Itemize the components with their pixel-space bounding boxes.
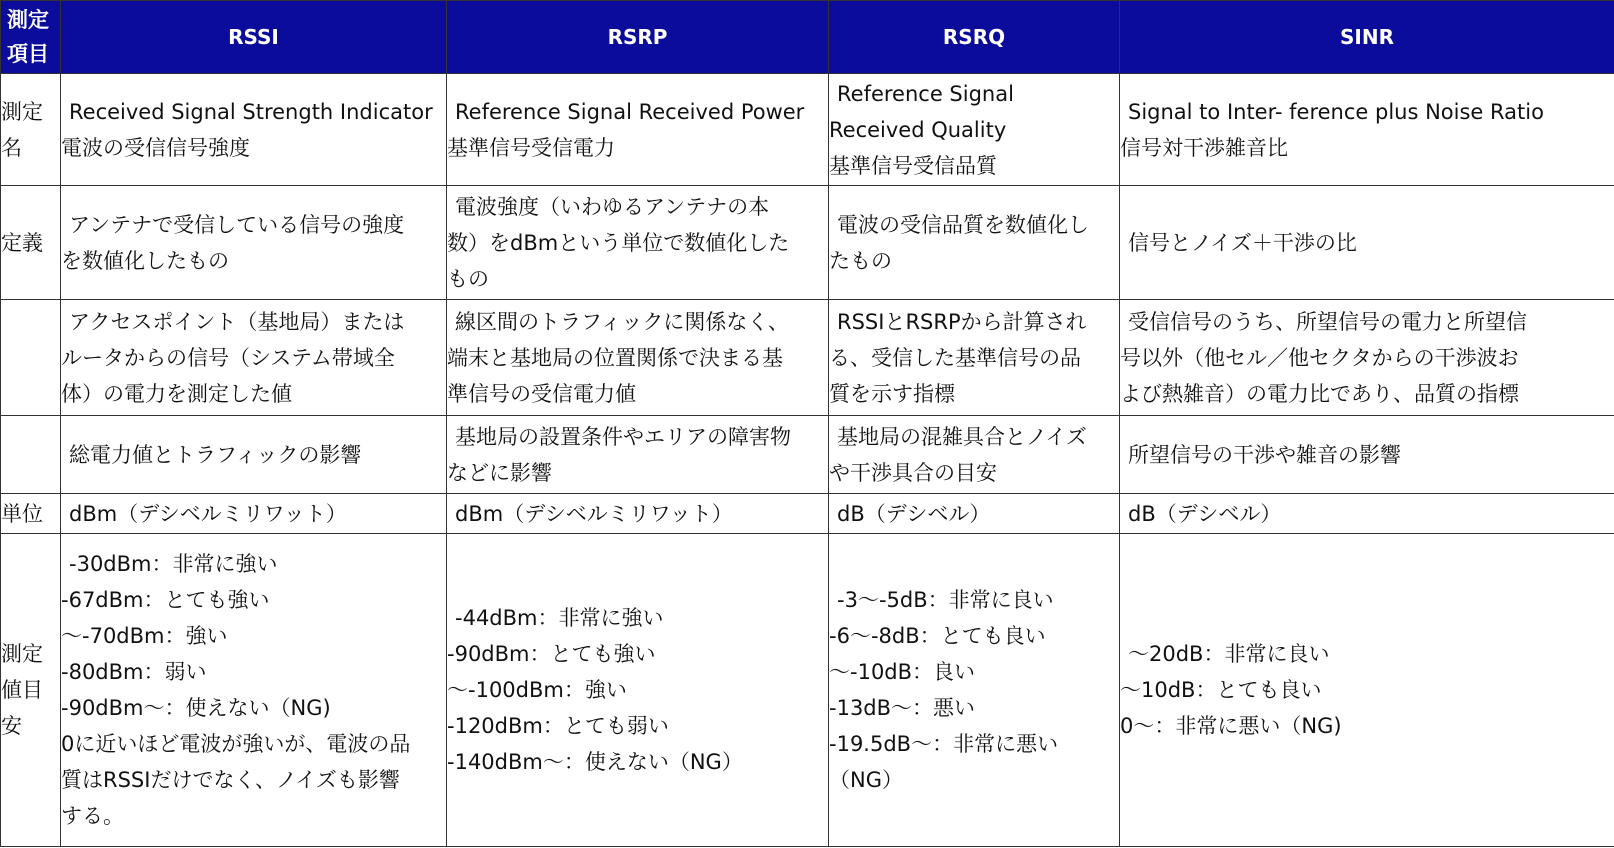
cell-text-line: アンテナで受信している信号の強度	[69, 212, 405, 237]
cell-text-line: などに影響	[447, 460, 552, 485]
row-label-reference-values	[1, 534, 61, 847]
cell-text-line: アクセスポイント（基地局）または	[69, 309, 405, 334]
cell-text-line: る、受信した基準信号の品	[829, 345, 1081, 370]
cell-text-line: dB（デシベル）	[1128, 501, 1282, 526]
cell-description-sinr	[1120, 300, 1614, 416]
cell-text-line: 受信信号のうち、所望信号の電力と所望信	[1128, 309, 1527, 334]
cell-text-line: 基地局の混雑具合とノイズ	[837, 424, 1087, 449]
cell-measurement-name-rsrq	[829, 74, 1120, 186]
row-label-definition	[1, 186, 61, 300]
table-body	[1, 74, 1614, 847]
cell-text-line: RSSIとRSRPから計算され	[837, 309, 1087, 334]
row-label-line: 安	[1, 714, 22, 738]
column-header-rsrp: RSRP	[447, 1, 829, 74]
row-label-line: 測定	[1, 99, 43, 124]
cell-definition-rsrp	[447, 186, 829, 300]
cell-measurement-name-sinr	[1120, 74, 1614, 186]
cell-text-line: 所望信号の干渉や雑音の影響	[1128, 442, 1401, 467]
column-header-rssi: RSSI	[61, 1, 447, 74]
cell-reference-values-rssi	[61, 534, 447, 847]
cell-text-line: を数値化したもの	[61, 248, 229, 273]
cell-text-line: 体）の電力を測定した値	[61, 381, 292, 406]
cell-reference-values-rsrp	[447, 534, 829, 847]
cell-text-line: ルータからの信号（システム帯域全	[61, 345, 395, 370]
cell-text-line: （NG）	[829, 768, 903, 792]
cell-text-line: Signal to Inter- ference plus Noise Ratio	[1128, 99, 1544, 124]
cell-influence-rsrp	[447, 416, 829, 494]
cell-text-line: 基地局の設置条件やエリアの障害物	[455, 424, 791, 449]
cell-definition-rssi	[61, 186, 447, 300]
cell-text-line: Received Signal Strength Indicator	[69, 99, 433, 124]
table-row-description	[1, 300, 1614, 416]
cell-text-line: 質を示す指標	[829, 381, 955, 406]
cell-text-line: -13dB〜：悪い	[829, 696, 976, 720]
cell-text-line: もの	[447, 266, 489, 291]
cell-unit-rsrp	[447, 494, 829, 534]
row-label-line: 定義	[1, 230, 43, 255]
cell-text-line: -30dBm：非常に強い	[69, 552, 278, 576]
row-label-description	[1, 300, 61, 416]
cell-influence-sinr	[1120, 416, 1614, 494]
table-row-influence	[1, 416, 1614, 494]
cell-description-rsrp	[447, 300, 829, 416]
cell-text-line: dB（デシベル）	[837, 501, 991, 526]
cell-text-line: -67dBm：とても強い	[61, 588, 270, 612]
cell-definition-rsrq	[829, 186, 1120, 300]
cell-influence-rsrq	[829, 416, 1120, 494]
cell-text-line: Received Quality	[829, 117, 1007, 142]
cell-text-line: dBm（デシベルミリワット）	[69, 501, 347, 526]
cell-description-rssi	[61, 300, 447, 416]
cell-text-line: 信号対干渉雑音比	[1120, 135, 1288, 160]
cell-text-line: Reference Signal	[837, 81, 1014, 106]
cell-text-line: -44dBm：非常に強い	[455, 606, 664, 630]
column-header-sinr: SINR	[1120, 1, 1614, 74]
table-row-reference-values	[1, 534, 1614, 847]
table-row-measurement-name	[1, 74, 1614, 186]
corner-header	[1, 1, 61, 74]
cell-definition-sinr	[1120, 186, 1614, 300]
cell-text-line: 準信号の受信電力値	[447, 381, 636, 406]
cell-unit-sinr	[1120, 494, 1614, 534]
row-label-line: 名	[1, 135, 22, 160]
cell-unit-rsrq	[829, 494, 1120, 534]
column-header-rsrq: RSRQ	[829, 1, 1120, 74]
row-label-influence	[1, 416, 61, 494]
cell-text-line: 信号とノイズ＋干渉の比	[1128, 230, 1357, 255]
cell-text-line: -90dBm：とても強い	[447, 642, 656, 666]
cell-text-line: -6〜-8dB：とても良い	[829, 624, 1046, 648]
row-label-line: 単位	[1, 501, 43, 526]
cell-reference-values-sinr	[1120, 534, 1614, 847]
row-label-measurement-name	[1, 74, 61, 186]
cell-text-line: よび熱雑音）の電力比であり、品質の指標	[1120, 381, 1519, 406]
header-row	[1, 1, 1614, 74]
cell-text-line: 基準信号受信品質	[829, 153, 997, 178]
cell-text-line: 総電力値とトラフィックの影響	[69, 442, 362, 467]
cell-text-line: 〜-10dB：良い	[829, 660, 976, 684]
cell-text-line: 電波の受信品質を数値化し	[837, 212, 1089, 237]
cell-text-line: 電波強度（いわゆるアンテナの本	[455, 194, 770, 219]
cell-text-line: 数）をdBmという単位で数値化した	[447, 230, 790, 255]
cell-text-line: 号以外（他セル／他セクタからの干渉波お	[1120, 345, 1519, 370]
cell-text-line: 電波の受信信号強度	[61, 135, 250, 160]
cell-text-line: 0に近いほど電波が強いが、電波の品	[61, 732, 411, 756]
cell-text-line: Reference Signal Received Power	[455, 99, 805, 124]
cell-text-line: 端末と基地局の位置関係で決まる基	[447, 345, 783, 370]
cell-text-line: する。	[61, 804, 124, 828]
cell-description-rsrq	[829, 300, 1120, 416]
cell-text-line: -120dBm：とても弱い	[447, 714, 669, 738]
cell-measurement-name-rssi	[61, 74, 447, 186]
cell-text-line: -80dBm：弱い	[61, 660, 207, 684]
cell-text-line: -90dBm〜：使えない（NG)	[61, 696, 331, 720]
cell-reference-values-rsrq	[829, 534, 1120, 847]
cell-text-line: 0〜：非常に悪い（NG)	[1120, 714, 1342, 738]
cell-measurement-name-rsrp	[447, 74, 829, 186]
cell-text-line: や干渉具合の目安	[829, 460, 997, 485]
corner-header-line-2: 項目	[7, 42, 49, 66]
cell-text-line: 基準信号受信電力	[447, 135, 615, 160]
cell-influence-rssi	[61, 416, 447, 494]
table-row-unit	[1, 494, 1614, 534]
table-row-definition	[1, 186, 1614, 300]
cell-text-line: -140dBm〜：使えない（NG）	[447, 750, 743, 774]
cell-text-line: 線区間のトラフィックに関係なく、	[455, 309, 789, 334]
cell-text-line: たもの	[829, 248, 892, 273]
row-label-unit	[1, 494, 61, 534]
cell-text-line: 質はRSSIだけでなく、ノイズも影響	[61, 768, 400, 792]
corner-header-line-1: 測定	[7, 8, 49, 32]
cell-text-line: 〜10dB：とても良い	[1120, 678, 1322, 702]
cell-text-line: 〜20dB：非常に良い	[1128, 642, 1330, 666]
cell-unit-rssi	[61, 494, 447, 534]
row-label-line: 値目	[1, 678, 43, 702]
cell-text-line: 〜-100dBm：強い	[447, 678, 627, 702]
cell-text-line: dBm（デシベルミリワット）	[455, 501, 733, 526]
cell-text-line: 〜-70dBm：強い	[61, 624, 228, 648]
cell-text-line: -3〜-5dB：非常に良い	[837, 588, 1054, 612]
row-label-line: 測定	[1, 642, 43, 666]
cell-text-line: -19.5dB〜：非常に悪い	[829, 732, 1059, 756]
